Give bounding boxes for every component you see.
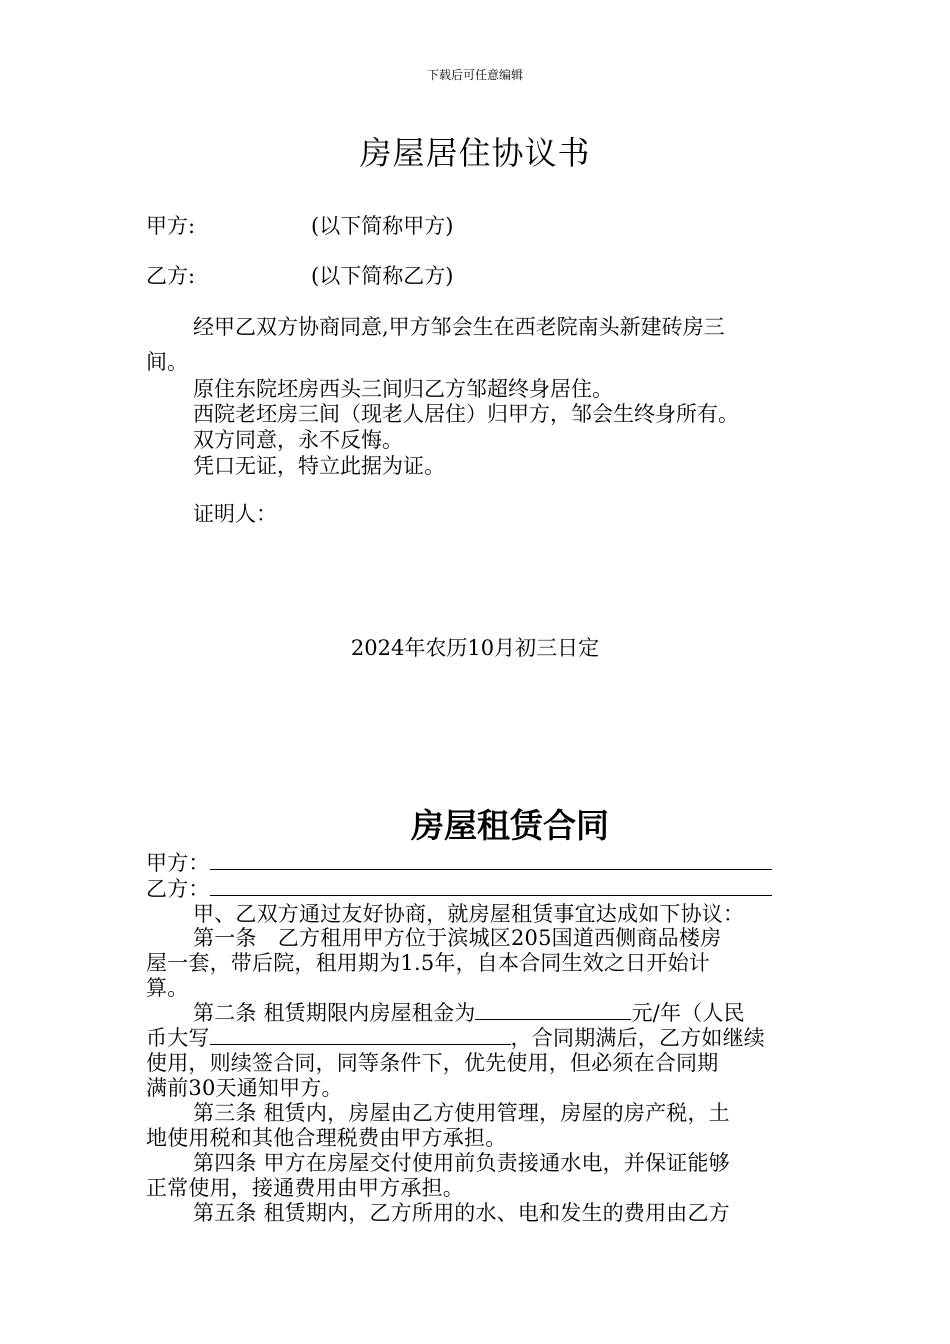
article-1-line-1: 第一条 乙方租用甲方位于滨城区205国道西侧商品楼房 [193, 926, 722, 950]
party-a-blank-line [210, 849, 772, 870]
article-2-rent-unit: 元/年（人民 [631, 1001, 745, 1025]
party-b-blank-line [210, 875, 772, 896]
agreement-paragraph-1-line-1: 经甲乙双方协商同意,甲方邹会生在西老院南头新建砖房三 [193, 315, 725, 339]
agreement-date: 2024年农历10月初三日定 [350, 636, 600, 660]
rent-capital-blank [210, 1024, 511, 1045]
agreement-title: 房屋居住协议书 [359, 134, 591, 172]
contract-intro: 甲、乙双方通过友好协商，就房屋租赁事宜达成如下协议： [193, 902, 745, 926]
agreement-paragraph-3: 西院老坯房三间（现老人居住）归甲方，邹会生终身所有。 [193, 402, 739, 426]
article-2-capital-label: 币大写 [146, 1026, 210, 1050]
article-2-rent-label: 第二条 租赁期限内房屋租金为 [193, 1001, 476, 1025]
contract-title: 房屋租赁合同 [411, 806, 609, 845]
article-3-line-1: 第三条 租赁内，房屋由乙方使用管理，房屋的房产税，土 [193, 1101, 730, 1125]
contract-party-b-label: 乙方： [146, 877, 210, 901]
article-1-line-2: 屋一套，带后院，租用期为1.5年，自本合同生效之日开始计 [146, 951, 710, 975]
witness-label: 证明人： [193, 502, 277, 526]
agreement-paragraph-5: 凭口无证，特立此据为证。 [193, 454, 445, 478]
party-b-note: (以下简称乙方) [311, 264, 454, 288]
article-5-line-1: 第五条 租赁期内，乙方所用的水、电和发生的费用由乙方 [193, 1201, 730, 1225]
article-4-line-2: 正常使用，接通费用由甲方承担。 [146, 1176, 464, 1200]
article-3-line-2: 地使用税和其他合理税费由甲方承担。 [146, 1126, 507, 1150]
header-note: 下载后可任意编辑 [426, 68, 523, 82]
party-b-label: 乙方: [146, 264, 196, 288]
party-a-label: 甲方: [146, 214, 196, 238]
article-4-line-1: 第四条 甲方在房屋交付使用前负责接通水电，并保证能够 [193, 1151, 730, 1175]
agreement-paragraph-2: 原住东院坯房西头三间归乙方邹超终身居住。 [193, 377, 613, 401]
article-2-line-4: 满前30天通知甲方。 [146, 1076, 343, 1100]
article-2-line-3: 使用，则续签合同，同等条件下，优先使用，但必须在合同期 [146, 1051, 719, 1075]
rent-amount-blank [475, 999, 631, 1020]
article-1-line-3: 算。 [146, 976, 189, 1000]
party-a-note: (以下简称甲方) [311, 214, 454, 238]
contract-party-a-label: 甲方： [146, 851, 210, 875]
article-2-renewal: ，合同期满后，乙方如继续 [510, 1026, 766, 1050]
agreement-paragraph-1-line-2: 间。 [146, 350, 188, 374]
agreement-paragraph-4: 双方同意，永不反悔。 [193, 428, 403, 452]
